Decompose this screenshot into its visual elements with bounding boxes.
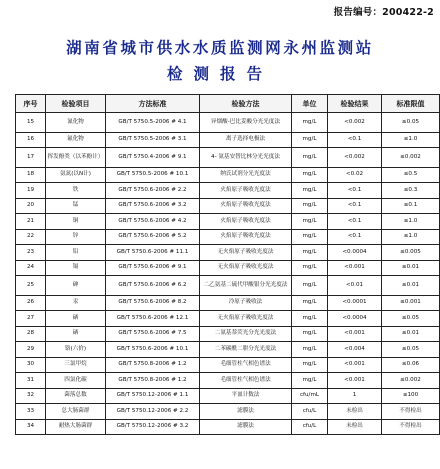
- row-limit: ≤0.01: [382, 326, 440, 342]
- row-no: 29: [16, 342, 46, 358]
- row-standard: GB/T 5750.5-2006 # 10.1: [106, 167, 200, 183]
- table-row: [16, 311, 440, 327]
- row-unit: mg/L: [292, 148, 328, 168]
- row-standard: GB/T 5750.6-2006 # 9.1: [106, 260, 200, 276]
- row-unit: mg/L: [292, 276, 328, 296]
- row-item: 硒: [46, 326, 106, 342]
- row-method: 毛细管柱气相色谱法: [200, 373, 292, 389]
- row-no: 32: [16, 388, 46, 404]
- row-limit: ≤0.05: [382, 342, 440, 358]
- row-limit: ≤0.005: [382, 245, 440, 261]
- row-result: <0.01: [328, 276, 382, 296]
- row-item: 铬(六价): [46, 342, 106, 358]
- row-no: 15: [16, 113, 46, 133]
- header-standard: 方法标准: [106, 95, 200, 113]
- row-item: 镉: [46, 260, 106, 276]
- row-no: 26: [16, 295, 46, 311]
- row-result: <0.1: [328, 214, 382, 230]
- row-item: 砷: [46, 276, 106, 296]
- header-unit: 单位: [292, 95, 328, 113]
- table-row: [16, 342, 440, 358]
- row-method: 火焰原子吸收光度法: [200, 198, 292, 214]
- row-unit: mg/L: [292, 245, 328, 261]
- row-result: <0.0004: [328, 245, 382, 261]
- row-item: 硒: [46, 311, 106, 327]
- row-unit: mg/L: [292, 167, 328, 183]
- row-limit: ≤0.05: [382, 311, 440, 327]
- row-unit: mg/L: [292, 311, 328, 327]
- row-item: 四氯化碳: [46, 373, 106, 389]
- row-no: 33: [16, 404, 46, 420]
- row-limit: ≤1.0: [382, 229, 440, 245]
- row-method: 火焰原子吸收光度法: [200, 183, 292, 199]
- table-row: [16, 419, 440, 435]
- row-no: 27: [16, 311, 46, 327]
- row-method: 毛细管柱气相色谱法: [200, 357, 292, 373]
- row-limit: ≤0.002: [382, 373, 440, 389]
- row-limit: ≤0.1: [382, 198, 440, 214]
- row-item: 锰: [46, 198, 106, 214]
- row-item: 总大肠菌群: [46, 404, 106, 420]
- table-row: [16, 295, 440, 311]
- row-unit: mg/L: [292, 373, 328, 389]
- row-item: 锌: [46, 229, 106, 245]
- row-limit: ≤0.5: [382, 167, 440, 183]
- row-limit: ≤1.0: [382, 132, 440, 148]
- row-method: 滤膜法: [200, 419, 292, 435]
- row-method: 滤膜法: [200, 404, 292, 420]
- row-standard: GB/T 5750.5-2006 # 3.1: [106, 132, 200, 148]
- row-unit: mg/L: [292, 357, 328, 373]
- row-no: 20: [16, 198, 46, 214]
- row-item: 氨氮(以N计): [46, 167, 106, 183]
- row-unit: mg/L: [292, 198, 328, 214]
- row-result: <0.001: [328, 373, 382, 389]
- row-limit: 不得检出: [382, 419, 440, 435]
- table-row: [16, 214, 440, 230]
- row-method: 冷原子吸收法: [200, 295, 292, 311]
- row-result: <0.1: [328, 229, 382, 245]
- row-standard: GB/T 5750.6-2006 # 8.2: [106, 295, 200, 311]
- row-item: 氟化物: [46, 132, 106, 148]
- row-no: 18: [16, 167, 46, 183]
- row-limit: ≤1.0: [382, 214, 440, 230]
- row-result: 未检出: [328, 419, 382, 435]
- row-standard: GB/T 5750.6-2006 # 11.1: [106, 245, 200, 261]
- row-item: 菌落总数: [46, 388, 106, 404]
- table-row: [16, 229, 440, 245]
- row-limit: ≤0.01: [382, 276, 440, 296]
- row-method: 二苯碳酰二肼分光光度法: [200, 342, 292, 358]
- row-method: 无火焰原子吸收光度法: [200, 260, 292, 276]
- row-method: 异烟酸-巴比妥酸分光光度法: [200, 113, 292, 133]
- table-row: [16, 148, 440, 168]
- row-limit: ≤0.3: [382, 183, 440, 199]
- report-subtitle: 检测报告: [166, 64, 273, 83]
- row-standard: GB/T 5750.6-2006 # 5.2: [106, 229, 200, 245]
- header-result: 检验结果: [328, 95, 382, 113]
- row-standard: GB/T 5750.12-2006 # 1.1: [106, 388, 200, 404]
- row-limit: ≤0.01: [382, 260, 440, 276]
- row-limit: ≤0.06: [382, 357, 440, 373]
- row-unit: mg/L: [292, 113, 328, 133]
- row-result: <0.0004: [328, 311, 382, 327]
- row-limit: 不得检出: [382, 404, 440, 420]
- row-result: <0.0001: [328, 295, 382, 311]
- table-row: [16, 276, 440, 296]
- row-method: 平皿计数法: [200, 388, 292, 404]
- row-standard: GB/T 5750.6-2006 # 6.2: [106, 276, 200, 296]
- table-row: [16, 245, 440, 261]
- row-result: <0.001: [328, 326, 382, 342]
- row-limit: ≤0.001: [382, 295, 440, 311]
- row-unit: mg/L: [292, 183, 328, 199]
- row-item: 铁: [46, 183, 106, 199]
- row-result: <0.004: [328, 342, 382, 358]
- row-unit: mg/L: [292, 214, 328, 230]
- row-item: 氰化物: [46, 113, 106, 133]
- row-method: 4- 氨基安替比林分光光度法: [200, 148, 292, 168]
- row-method: 离子选择电极法: [200, 132, 292, 148]
- row-no: 34: [16, 419, 46, 435]
- header-limit: 标准限值: [382, 95, 440, 113]
- row-no: 21: [16, 214, 46, 230]
- row-method: 火焰原子吸收光度法: [200, 214, 292, 230]
- table-row: [16, 113, 440, 133]
- row-result: <0.002: [328, 148, 382, 168]
- row-unit: mg/L: [292, 342, 328, 358]
- row-method: 纳氏试剂分光光度法: [200, 167, 292, 183]
- row-no: 16: [16, 132, 46, 148]
- row-standard: GB/T 5750.6-2006 # 2.2: [106, 183, 200, 199]
- row-unit: mg/L: [292, 260, 328, 276]
- row-result: <0.001: [328, 357, 382, 373]
- row-standard: GB/T 5750.5-2006 # 4.1: [106, 113, 200, 133]
- report-number: 报告编号：200422-2: [333, 7, 434, 18]
- row-result: 1: [328, 388, 382, 404]
- row-result: <0.002: [328, 113, 382, 133]
- row-standard: GB/T 5750.12-2006 # 2.2: [106, 404, 200, 420]
- row-method: 无火焰原子吸收光度法: [200, 245, 292, 261]
- row-standard: GB/T 5750.8-2006 # 1.2: [106, 373, 200, 389]
- row-no: 25: [16, 276, 46, 296]
- row-method: 二氨基萘荧光分光光度法: [200, 326, 292, 342]
- row-standard: GB/T 5750.6-2006 # 12.1: [106, 311, 200, 327]
- row-no: 24: [16, 260, 46, 276]
- row-unit: cfu/mL: [292, 388, 328, 404]
- row-unit: cfu/L: [292, 419, 328, 435]
- row-limit: ≤0.05: [382, 113, 440, 133]
- table-row: [16, 357, 440, 373]
- row-item: 铜: [46, 214, 106, 230]
- row-result: <0.001: [328, 260, 382, 276]
- row-unit: cfu/L: [292, 404, 328, 420]
- table-row: [16, 167, 440, 183]
- report-title: 湖南省城市供水水质监测网永州监测站: [66, 38, 374, 57]
- results-table: [15, 94, 440, 435]
- row-standard: GB/T 5750.4-2006 # 9.1: [106, 148, 200, 168]
- row-no: 30: [16, 357, 46, 373]
- row-result: <0.1: [328, 183, 382, 199]
- row-limit: ≤100: [382, 388, 440, 404]
- row-item: 三氯甲烷: [46, 357, 106, 373]
- row-standard: GB/T 5750.6-2006 # 7.5: [106, 326, 200, 342]
- row-unit: mg/L: [292, 295, 328, 311]
- row-no: 22: [16, 229, 46, 245]
- row-result: <0.1: [328, 132, 382, 148]
- row-unit: mg/L: [292, 326, 328, 342]
- row-standard: GB/T 5750.12-2006 # 3.2: [106, 419, 200, 435]
- row-item: 耐热大肠菌群: [46, 419, 106, 435]
- row-no: 28: [16, 326, 46, 342]
- row-unit: mg/L: [292, 132, 328, 148]
- table-row: [16, 326, 440, 342]
- row-no: 31: [16, 373, 46, 389]
- row-method: 无火焰原子吸收光度法: [200, 311, 292, 327]
- table-row: [16, 132, 440, 148]
- row-result: <0.02: [328, 167, 382, 183]
- row-limit: ≤0.002: [382, 148, 440, 168]
- table-row: [16, 404, 440, 420]
- row-standard: GB/T 5750.6-2006 # 3.2: [106, 198, 200, 214]
- table-row: [16, 198, 440, 214]
- table-header-row: [16, 95, 440, 113]
- table-row: [16, 373, 440, 389]
- header-item: 检验项目: [46, 95, 106, 113]
- row-no: 19: [16, 183, 46, 199]
- row-standard: GB/T 5750.6-2006 # 4.2: [106, 214, 200, 230]
- row-item: 挥发酚类（以苯酚计）: [46, 148, 106, 168]
- table-row: [16, 388, 440, 404]
- row-item: 铅: [46, 245, 106, 261]
- row-method: 二乙氨基二硫代甲酸银分光光度法: [200, 276, 292, 296]
- table-body: [16, 113, 440, 435]
- table-row: [16, 260, 440, 276]
- row-no: 17: [16, 148, 46, 168]
- header-no: 序号: [16, 95, 46, 113]
- header-method: 检验方法: [200, 95, 292, 113]
- row-unit: mg/L: [292, 229, 328, 245]
- table-row: [16, 183, 440, 199]
- row-result: 未检出: [328, 404, 382, 420]
- row-result: <0.1: [328, 198, 382, 214]
- row-standard: GB/T 5750.6-2006 # 10.1: [106, 342, 200, 358]
- row-no: 23: [16, 245, 46, 261]
- row-method: 火焰原子吸收光度法: [200, 229, 292, 245]
- row-standard: GB/T 5750.8-2006 # 1.2: [106, 357, 200, 373]
- row-item: 汞: [46, 295, 106, 311]
